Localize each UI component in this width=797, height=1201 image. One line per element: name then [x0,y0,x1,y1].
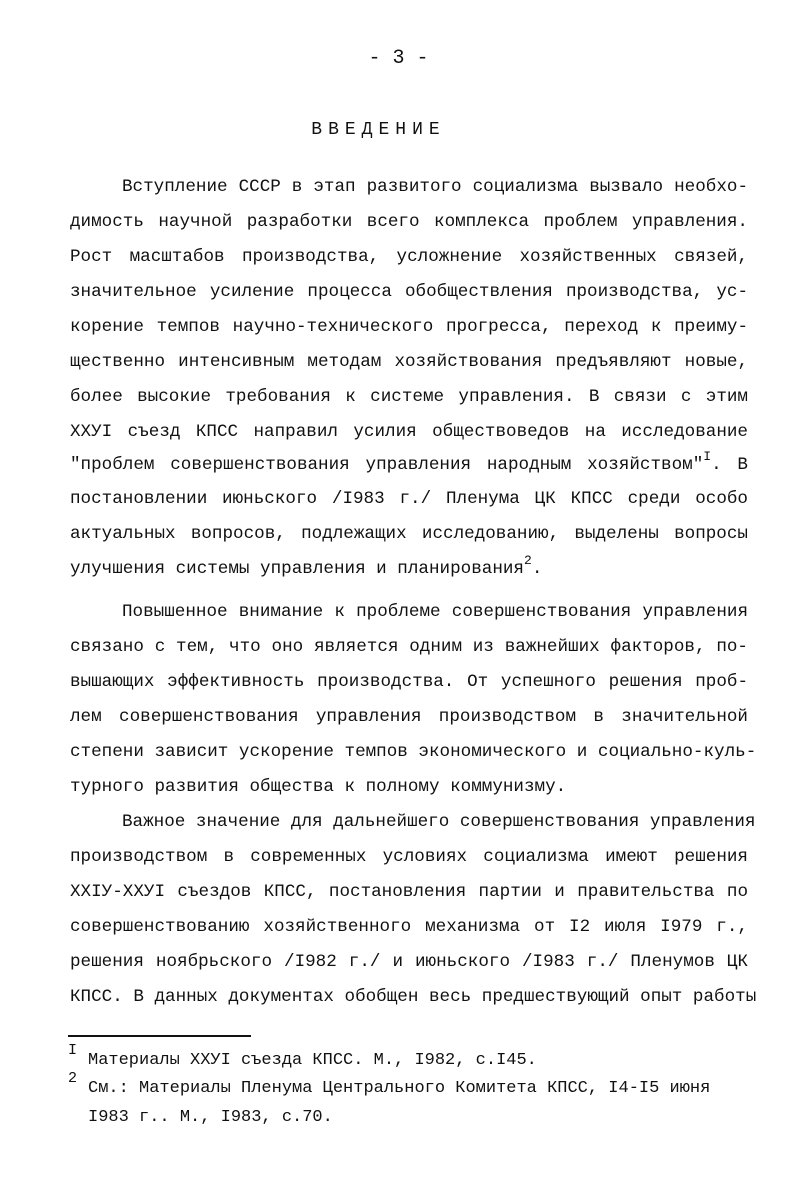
text-line: значительное усиление процесса обобществления производства, ус- [70,282,748,302]
text-line: решения ноябрьского /I982 г./ и июньского /I983 г./ Пленумов ЦК [70,952,748,972]
footnote-reference: 2 [524,553,532,568]
footnote-mark: 2 [68,1070,78,1087]
text-line: "проблем совершенствования управления народным хозяйством"$^I$. В [70,449,748,475]
footnote-mark: I [68,1042,78,1059]
text-line: Рост масштабов производства, усложнение хозяйственных связей, [70,247,748,267]
text-line: КПСС. В данных документах обобщен весь предшествующий опыт работы [70,987,757,1007]
text-line: актуальных вопросов, подлежащих исследованию, выделены вопросы [70,524,748,544]
text-line: Важное значение для дальнейшего совершенствования управления [122,812,756,832]
text-line: Повышенное внимание к проблеме совершенствования управления [122,602,748,622]
footnote-reference: I [703,449,712,464]
footnote-text: См.: Материалы Пленума Центрального Комитета КПСС, I4-I5 июня [88,1079,711,1098]
text-line: XXУI съезд КПСС направил усилия обществоведов на исследование [70,422,748,442]
footnote-divider [68,1035,251,1037]
text-line: связано с тем, что оно является одним из важнейших факторов, по- [70,637,748,657]
text-line: димость научной разработки всего комплекса проблем управления. [70,212,748,232]
text-line: корение темпов научно-технического прогресса, переход к преиму- [70,317,748,337]
text-line: улучшения системы управления и планирования$^2$. [70,553,543,579]
text-line: более высокие требования к системе управления. В связи с этим [70,387,748,407]
text-line: постановлении июньского /I983 г./ Пленума ЦК КПСС среди особо [70,489,748,509]
page-number: - 3 - [368,47,429,70]
footnote-text: I983 г.. М., I983, с.70. [88,1108,333,1127]
text-line: вышающих эффективность производства. От успешного решения проб- [70,672,748,692]
text-line: турного развития общества к полному коммунизму. [70,777,567,797]
text-line: щественно интенсивным методам хозяйствования предъявляют новые, [70,352,748,372]
text-line: совершенствованию хозяйственного механизма от I2 июля I979 г., [70,917,748,937]
text-line: лем совершенствования управления производством в значительной [70,707,748,727]
section-heading: ВВЕДЕНИЕ [311,120,446,140]
text-line: степени зависит ускорение темпов экономического и социально-куль- [70,742,757,762]
text-line: производством в современных условиях социализма имеют решения [70,847,748,867]
text-line: XXIУ-XXУI съездов КПСС, постановления партии и правительства по [70,882,748,902]
text-line: Вступление СССР в этап развитого социализма вызвало необхо- [122,177,748,197]
footnote-text: Материалы XXУI съезда КПСС. М., I982, с.I45. [88,1051,537,1070]
